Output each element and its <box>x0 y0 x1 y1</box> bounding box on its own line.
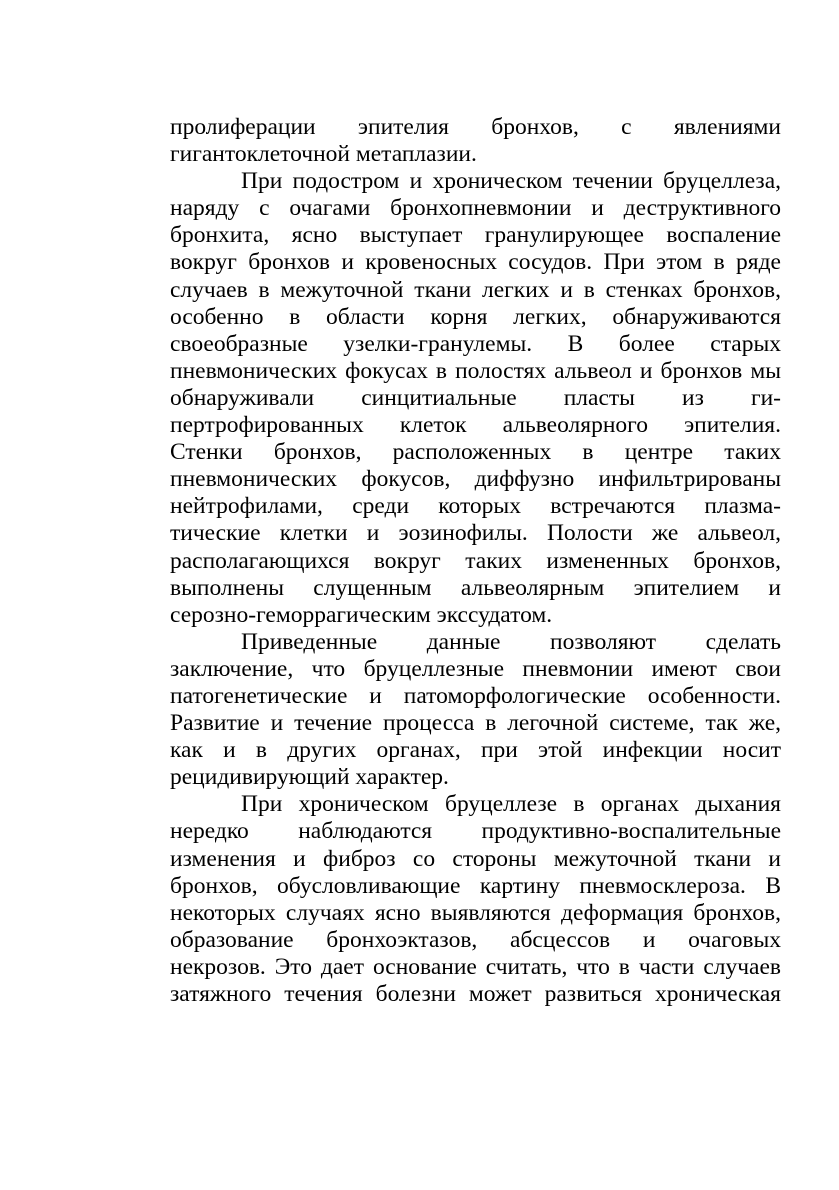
text-line: располагающихся вокруг таких измененных бронхов, <box>170 547 781 574</box>
text-line: гигантоклеточной метаплазии. <box>170 141 477 168</box>
paragraph <box>170 791 781 1008</box>
paragraph <box>170 114 781 168</box>
text-line: выполнены слущенным альвеолярным эпителием и <box>170 574 781 601</box>
text-line: некрозов. Это дает основание считать, что в части случаев <box>170 953 781 980</box>
text-line: заключение, что бруцеллезные пневмонии имеют свои <box>170 655 781 682</box>
text-line: серозно-геморрагическим экссудатом. <box>170 601 553 628</box>
text-line: Приведенные данные позволяют сделать <box>241 628 781 655</box>
body-text <box>170 114 781 1008</box>
text-line: тические клетки и эозинофилы. Полости же альвеол, <box>170 520 781 547</box>
text-line: пневмонических фокусов, диффузно инфильтрированы <box>170 466 781 493</box>
text-line: пневмонических фокусах в полостях альвеол и бронхов мы <box>170 357 781 384</box>
text-line: пролиферации эпителия бронхов, с явлениями <box>170 114 781 140</box>
text-line: Стенки бронхов, расположенных в центре таких <box>170 439 781 466</box>
text-line: нейтрофилами, среди которых встречаются плазма- <box>170 493 781 520</box>
text-line: некоторых случаях ясно выявляются деформация бронхов, <box>170 899 781 926</box>
text-line: особенно в области корня легких, обнаруживаются <box>170 303 781 330</box>
text-line: случаев в межуточной ткани легких и в стенках бронхов, <box>170 276 781 303</box>
text-line: затяжного течения болезни может развиться хроническая <box>170 981 781 1007</box>
text-line: обнаруживали синцитиальные пласты из ги- <box>170 384 781 411</box>
text-line: бронхита, ясно выступает гранулирующее воспаление <box>170 222 781 249</box>
text-line: При хроническом бруцеллезе в органах дыхания <box>241 791 781 818</box>
text-line: При подостром и хроническом течении бруцеллеза, <box>241 168 781 195</box>
text-line: образование бронхоэктазов, абсцессов и очаговых <box>170 926 781 953</box>
text-line: рецидивирующий характер. <box>170 764 449 791</box>
text-line: изменения и фиброз со стороны межуточной ткани и <box>170 845 781 872</box>
text-line: патогенетические и патоморфологические особенности. <box>170 682 781 709</box>
text-line: бронхов, обусловливающие картину пневмосклероза. В <box>170 872 781 899</box>
text-line: как и в других органах, при этой инфекции носит <box>170 737 781 764</box>
text-line: Развитие и течение процесса в легочной системе, так же, <box>170 710 781 737</box>
text-line: вокруг бронхов и кровеносных сосудов. При этом в ряде <box>170 249 781 276</box>
text-line: своеобразные узелки-гранулемы. В более старых <box>170 330 781 357</box>
text-line: пертрофированных клеток альвеолярного эпителия. <box>170 412 781 439</box>
paragraph <box>170 168 781 629</box>
text-line: наряду с очагами бронхопневмонии и деструктивного <box>170 195 781 222</box>
text-line: нередко наблюдаются продуктивно-воспалительные <box>170 818 781 845</box>
paragraph <box>170 629 781 792</box>
